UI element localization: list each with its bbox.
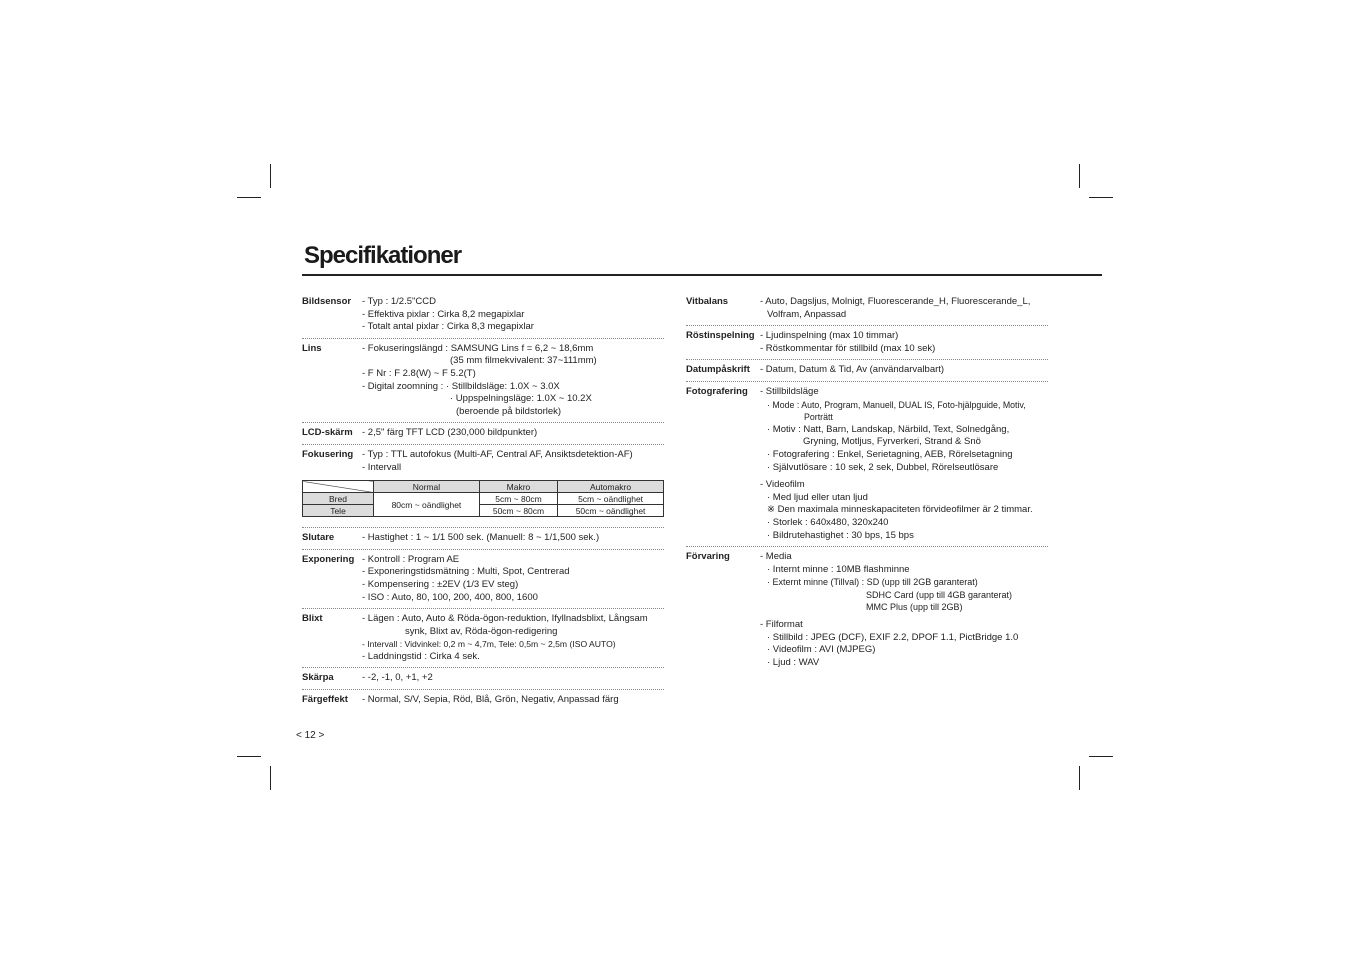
spec-line: - Intervall <box>362 461 402 473</box>
spec-line: - Exponeringstidsmätning : Multi, Spot, Centrerad <box>362 566 570 578</box>
spec-row-blixt <box>302 613 664 668</box>
spec-row-lins <box>302 343 664 424</box>
crop-mark <box>1089 197 1113 198</box>
crop-mark <box>270 164 271 188</box>
spec-label: Datumpåskrift <box>686 364 750 376</box>
spec-row-bildsensor <box>302 296 664 339</box>
spec-line: · Mode : Auto, Program, Manuell, DUAL IS, Foto-hjälpguide, Motiv, <box>767 399 1026 410</box>
spec-column-right <box>686 296 1048 677</box>
title-rule <box>302 274 1102 276</box>
spec-line: - Lägen : Auto, Auto & Röda-ögon-reduktion, Ifyllnadsblixt, Långsam <box>362 613 648 625</box>
spec-line: - Laddningstid : Cirka 4 sek. <box>362 650 480 662</box>
crop-mark <box>237 197 261 198</box>
spec-line: - Effektiva pixlar : Cirka 8,2 megapixlar <box>362 308 525 320</box>
spec-label: Förvaring <box>686 551 730 563</box>
table-row-label: Tele <box>303 505 374 517</box>
spec-label: Fotografering <box>686 385 748 397</box>
spec-row-exponering <box>302 554 664 609</box>
spec-line: - Kontroll : Program AE <box>362 553 460 565</box>
spec-line: · Storlek : 640x480, 320x240 <box>767 516 889 528</box>
spec-line: - Hastighet : 1 ~ 1/1 500 sek. (Manuell: 8 ~ 1/1,500 sek.) <box>362 532 600 544</box>
spec-line: - Digital zoomning : · Stillbildsläge: 1.0X ~ 3.0X <box>362 380 560 392</box>
spec-line: ※ Den maximala minneskapaciteten förvideofilmer är 2 timmar. <box>767 504 1033 516</box>
spec-line: SDHC Card (upp till 4GB garanterat) <box>866 589 1013 600</box>
spec-label: Fokusering <box>302 448 354 460</box>
spec-label: Bildsensor <box>302 296 352 307</box>
spec-label: Slutare <box>302 532 335 544</box>
spec-line: · Videofilm : AVI (MJPEG) <box>767 644 876 656</box>
crop-mark <box>1079 766 1080 790</box>
table-cell: 80cm ~ oändlighet <box>374 493 480 517</box>
spec-row-slutare <box>302 532 664 550</box>
crop-mark <box>1089 756 1113 757</box>
spec-label: LCD-skärm <box>302 427 353 439</box>
spec-row-skarpa <box>302 672 664 690</box>
spec-line: (35 mm filmekvivalent: 37~111mm) <box>450 355 597 367</box>
spec-line: - Ljudinspelning (max 10 timmar) <box>760 330 899 342</box>
table-cell: 50cm ~ 80cm <box>479 505 557 517</box>
page-title: Specifikationer <box>304 242 462 269</box>
spec-line: - Stillbildsläge <box>760 385 819 397</box>
table-header: Makro <box>479 481 557 493</box>
spec-line: - Filformat <box>760 619 803 631</box>
crop-mark <box>1079 164 1080 188</box>
spec-line: · Externt minne (Tillval) : SD (upp till 2GB garanterat) <box>767 577 978 588</box>
spec-line: · Ljud : WAV <box>767 656 820 668</box>
spec-line: - 2,5" färg TFT LCD (230,000 bildpunkter) <box>362 427 538 439</box>
spec-line: Volfram, Anpassad <box>767 308 847 320</box>
spec-line: synk, Blixt av, Röda-ögon-redigering <box>405 625 558 637</box>
spec-label: Lins <box>302 342 322 354</box>
spec-line: (beroende på bildstorlek) <box>456 405 562 417</box>
spec-line: - Typ : 1/2.5"CCD <box>362 296 436 307</box>
spec-line: - -2, -1, 0, +1, +2 <box>362 672 433 684</box>
spec-row-fotografering <box>686 386 1048 547</box>
spec-line: - Normal, S/V, Sepia, Röd, Blå, Grön, Negativ, Anpassad färg <box>362 694 619 706</box>
spec-line: - Totalt antal pixlar : Cirka 8,3 megapixlar <box>362 321 534 333</box>
spec-row-datumpaskrift <box>686 364 1048 382</box>
spec-line: - Intervall : Vidvinkel: 0,2 m ~ 4,7m, Tele: 0,5m ~ 2,5m (ISO AUTO) <box>362 639 616 650</box>
table-row <box>303 493 664 505</box>
spec-line: - F Nr : F 2.8(W) ~ F 5.2(T) <box>362 367 476 379</box>
table-corner-cell <box>303 481 374 493</box>
spec-row-fokusering <box>302 449 664 528</box>
spec-label: Röstinspelning <box>686 330 755 342</box>
spec-label: Blixt <box>302 613 323 625</box>
spec-line: - Datum, Datum & Tid, Av (användarvalbart) <box>760 364 945 376</box>
spec-line: - Videofilm <box>760 479 805 491</box>
table-cell: 5cm ~ oändlighet <box>558 493 664 505</box>
spec-row-lcd <box>302 427 664 445</box>
focus-range-table <box>302 480 664 517</box>
spec-line: · Bildrutehastighet : 30 bps, 15 bps <box>767 529 914 541</box>
crop-mark <box>270 766 271 790</box>
spec-line: - Kompensering : ±2EV (1/3 EV steg) <box>362 578 519 590</box>
spec-line: · Självutlösare : 10 sek, 2 sek, Dubbel, Rörelseutlösare <box>767 461 999 473</box>
spec-line: - Röstkommentar för stillbild (max 10 sek) <box>760 342 936 354</box>
spec-line: · Motiv : Natt, Barn, Landskap, Närbild, Text, Solnedgång, <box>767 423 1010 435</box>
spec-line: · Med ljud eller utan ljud <box>767 491 868 503</box>
spec-line: - ISO : Auto, 80, 100, 200, 400, 800, 1600 <box>362 591 538 603</box>
crop-mark <box>237 756 261 757</box>
spec-line: · Fotografering : Enkel, Serietagning, AEB, Rörelsetagning <box>767 448 1013 460</box>
spec-label: Vitbalans <box>686 296 729 307</box>
spec-line: · Uppspelningsläge: 1.0X ~ 10.2X <box>450 393 592 405</box>
spec-row-forvaring <box>686 551 1048 673</box>
spec-label: Skärpa <box>302 672 334 684</box>
spec-line: Porträtt <box>804 412 833 423</box>
spec-label: Exponering <box>302 553 355 565</box>
table-row-label: Bred <box>303 493 374 505</box>
spec-row-fargeffekt <box>302 694 664 711</box>
table-header: Automakro <box>558 481 664 493</box>
spec-row-vitbalans <box>686 296 1048 326</box>
spec-line: - Media <box>760 551 792 563</box>
spec-line: Gryning, Motljus, Fyrverkeri, Strand & Snö <box>803 436 981 448</box>
spec-line: - Fokuseringslängd : SAMSUNG Lins f = 6,2 ~ 18,6mm <box>362 342 594 354</box>
spec-line: · Stillbild : JPEG (DCF), EXIF 2.2, DPOF 1.1, PictBridge 1.0 <box>767 631 1019 643</box>
table-row <box>303 481 664 493</box>
table-cell: 50cm ~ oändlighet <box>558 505 664 517</box>
spec-line: · Internt minne : 10MB flashminne <box>767 563 910 575</box>
table-cell: 5cm ~ 80cm <box>479 493 557 505</box>
table-row <box>303 505 664 517</box>
spec-line: - Auto, Dagsljus, Molnigt, Fluorescerande_H, Fluorescerande_L, <box>760 296 1031 307</box>
spec-line: - Typ : TTL autofokus (Multi-AF, Central AF, Ansiktsdetektion-AF) <box>362 448 633 460</box>
spec-line: MMC Plus (upp till 2GB) <box>866 602 963 613</box>
page-number: < 12 > <box>296 730 325 741</box>
spec-column-left <box>302 296 664 715</box>
spec-label: Färgeffekt <box>302 694 348 706</box>
table-header: Normal <box>374 481 480 493</box>
spec-row-rostinspelning <box>686 330 1048 360</box>
